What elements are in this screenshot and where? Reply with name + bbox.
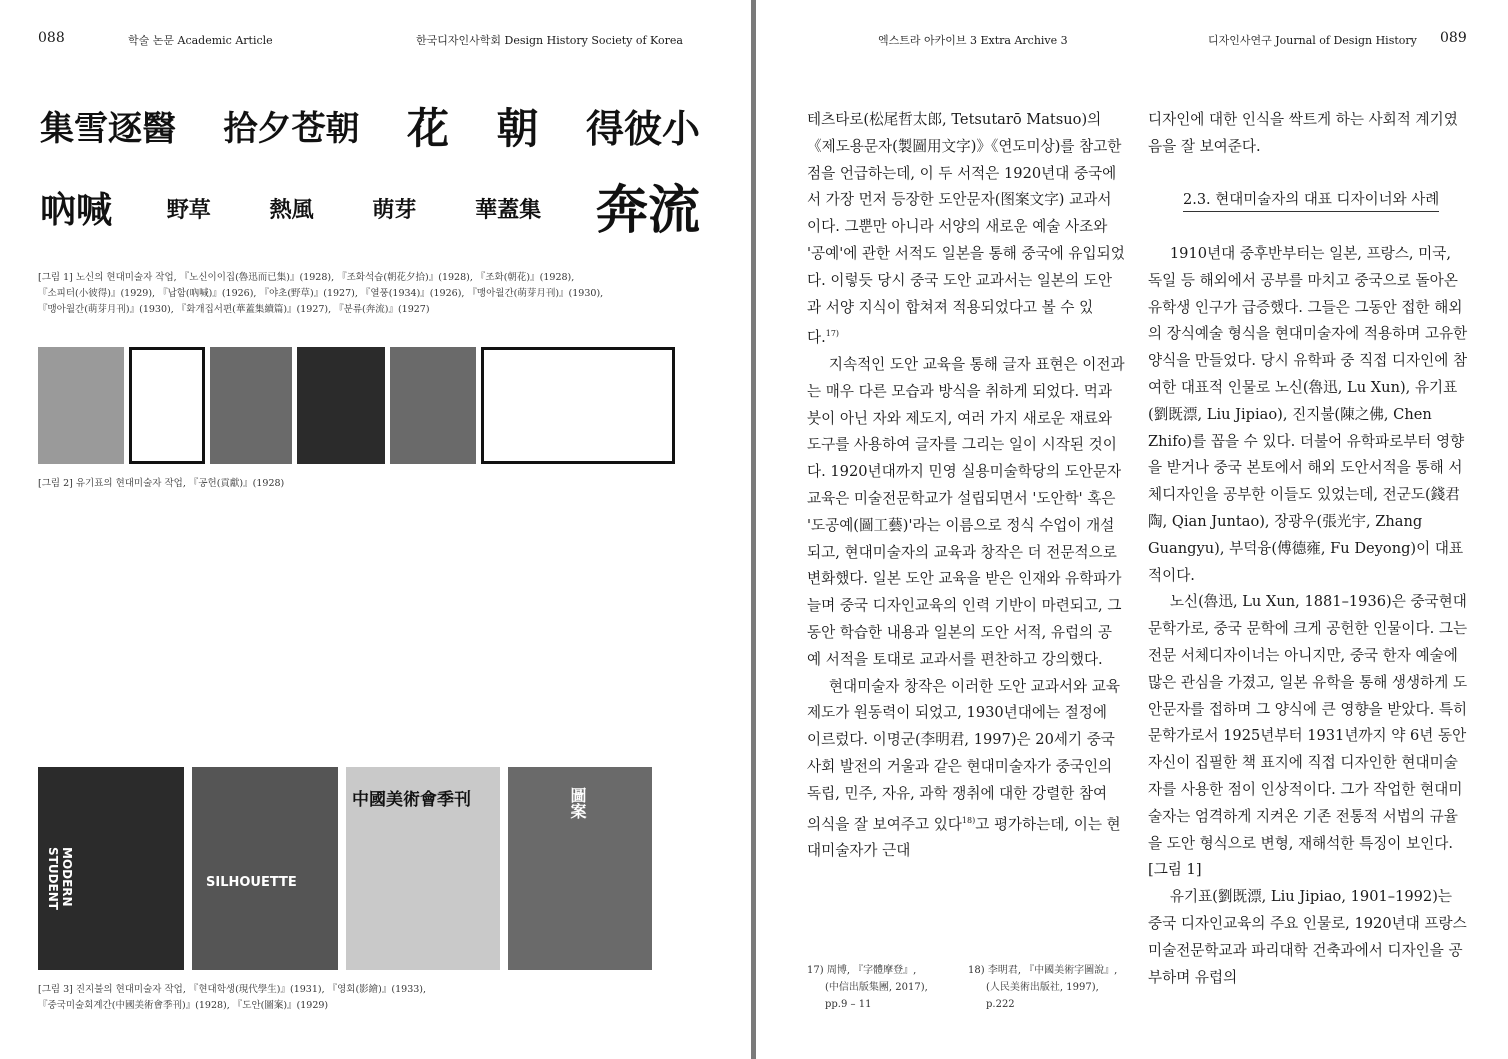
section-heading: 2.3. 현대미술자의 대표 디자이너와 사례 — [1183, 188, 1439, 212]
footnote-ref: 17) — [825, 329, 840, 339]
caption-line: [그림 3] 진지불의 현대미술자 작업, 『현대학생(現代學生)』(1931), 『영회(影繪)』(1933), — [38, 984, 427, 995]
left-category: 학술 논문 Academic Article — [128, 34, 273, 47]
figure-2-cover-photo — [210, 347, 292, 464]
footnote-line: pp.9 – 11 — [825, 999, 872, 1010]
figure-1-glyph: 拾夕苍朝 — [223, 109, 360, 149]
body-column-2-top — [1148, 107, 1468, 161]
figure-1-row-1 — [40, 104, 700, 153]
figure-1-glyph: 萌芽 — [372, 198, 417, 223]
paragraph: 테츠타로(松尾哲太郎, Tetsutarō Matsuo)의 《제도용문자(製圖用文字)》《연도미상)를 참고한 점을 언급하는데, 이 두 서적은 1920년대 중국에서 가장 먼저 등장한 도안문자(图案文字) 교과서이다. 그뿐만 아니라 서양의 새로운 예술 사조와 '공예'에 관한 서적도 일본을 통해 중국에 유입되었다. 이렇듯 당시 중국 도안 교과서는 일본의 도안과 서양 지식이 합쳐져 적용되었다고 볼 수 있다. — [807, 111, 1125, 347]
cover-text: 圖案 — [568, 787, 587, 819]
figure-1-glyph: 奔流 — [595, 181, 700, 241]
cover-text: MODERN STUDENT — [46, 847, 74, 910]
right-journal: 디자인사연구 Journal of Design History — [1208, 34, 1417, 47]
figure-1-glyph: 集雪逐醫 — [40, 109, 176, 149]
paragraph: 1910년대 중후반부터는 일본, 프랑스, 미국, 독일 등 해외에서 공부를 마치고 중국으로 돌아온 유학생 인구가 급증했다. 그들은 그동안 접한 해외의 장식예술 형식을 현대미술자에 적용하며 고유한 양식을 만들었다. 당시 유학파 중 직접 디자인에 참여한 대표적 인물로 노신(魯迅, Lu Xun), 유기표(劉既漂, Liu Jipiao), 진지불(陳之佛, Chen Zhifo)를 꼽을 수 있다. 더불어 유학파로부터 영향을 받거나 중국 본토에서 해외 도안서적을 통해 서체디자인을 공부한 이들도 있었는데, 전군도(錢君陶, Qian Juntao), 장광우(張光宇, Zhang Guangyu), 부덕융(傅德雍, Fu Deyong)이 대표적이다. — [1148, 245, 1468, 584]
cover-text: 中國美術會季刊 — [352, 790, 471, 810]
paragraph: 현대미술자 창작은 이러한 도안 교과서와 교육 제도가 원동력이 되었고, 1930년대에는 절정에 이르렀다. 이명군(李明君, 1997)은 20세기 중국 사회 발전의 거울과 같은 현대미술자가 중국인의 독립, 민주, 자유, 과학 쟁취에 대한 강렬한 참여 의식을 잘 보여주고 있다 — [807, 677, 1120, 833]
footnote-ref: 18) — [961, 815, 976, 825]
left-journal-society: 한국디자인사학회 Design History Society of Korea — [416, 34, 683, 47]
caption-line: [그림 1] 노신의 현대미술자 작업, 『노신이이집(魯迅而已集)』(1928), 『조화석습(朝花夕拾)』(1928), 『조화(朝花)』(1928), — [38, 272, 575, 283]
caption-line: 『중국미술회계간(中國美術會季刊)』(1928), 『도안(圖案)』(1929) — [38, 1000, 329, 1011]
footnote-number: 18) — [968, 965, 985, 976]
footnote-17 — [807, 962, 957, 1013]
figure-1-glyph: 得彼小 — [585, 107, 700, 151]
right-folio: 089 — [1440, 30, 1467, 46]
left-page — [0, 0, 751, 1059]
footnote-line: 李明君, 『中國美術字圖說』, — [987, 965, 1118, 976]
footnote-line: 周博, 『字體摩登』, — [826, 965, 917, 976]
figure-2-images — [38, 347, 675, 464]
figure-1-glyph: 華蓋集 — [475, 198, 542, 223]
paragraph: 유기표(劉既漂, Liu Jipiao, 1901–1992)는 중국 디자인교육의 주요 인물로, 1920년대 프랑스 미술전문학교과 파리대학 건축과에서 디자인을 공부하며 유럽의 — [1148, 888, 1467, 986]
figure-2-title-design — [481, 347, 675, 464]
figure-2-title-design — [129, 347, 205, 464]
figure-1-glyph: 朝 — [496, 104, 539, 153]
figure-2-title-design — [297, 347, 385, 464]
left-folio: 088 — [38, 30, 65, 46]
right-page — [756, 0, 1508, 1059]
figure-2-cover-photo — [38, 347, 124, 464]
figure-1-glyph: 吶喊 — [40, 190, 113, 231]
footnote-line: p.222 — [986, 999, 1015, 1010]
figure-1-caption — [38, 270, 718, 318]
figure-3-caption — [38, 982, 426, 1014]
caption-line: 『맹아월간(萌芽月刊)』(1930), 『화개집서편(華蓋集續篇)』(1927), 『분류(奔流)』(1927) — [38, 304, 430, 315]
footnote-number: 17) — [807, 965, 824, 976]
figure-3-images — [38, 767, 652, 970]
footnote-line: (中信出版集團, 2017), — [825, 982, 928, 993]
body-column-1 — [807, 107, 1125, 865]
figure-2-caption: [그림 2] 유기표의 현대미술자 작업, 『공헌(貢獻)』(1928) — [38, 478, 285, 489]
cover-text: SILHOUETTE — [206, 875, 297, 890]
caption-line: 『소피터(小彼得)』(1929), 『납함(吶喊)』(1926), 『야초(野草)』(1927), 『열풍(1934)』(1926), 『맹아월간(萌芽月刊)』(1930), — [38, 288, 604, 299]
figure-1-row-2 — [40, 181, 700, 241]
footnote-18 — [968, 962, 1118, 1013]
paragraph-tail: 고 평가하는데, 이는 현대미술자가 근대 — [807, 815, 1121, 860]
figure-3-cover — [192, 767, 338, 970]
figure-1-glyph: 花 — [406, 104, 449, 153]
figure-1-glyph: 熱風 — [269, 198, 314, 223]
paragraph: 디자인에 대한 인식을 싹트게 하는 사회적 계기였음을 잘 보여준다. — [1148, 111, 1458, 155]
body-column-2 — [1148, 241, 1468, 991]
paragraph: 지속적인 도안 교육을 통해 글자 표현은 이전과는 매우 다른 모습과 방식을 취하게 되었다. 먹과 붓이 아닌 자와 제도지, 여러 가지 새로운 재료와 도구를 사용하여 글자를 그리는 일이 시작된 것이다. 1920년대까지 민영 실용미술학당의 도안문자 교육은 미술전문학교가 설립되면서 '도안학' 혹은 '도공예(圖工藝)'라는 이름으로 정식 수업이 개설되고, 현대미술자의 교육과 창작은 더 전문적으로 변화했다. 일본 도안 교육을 받은 인재와 유학파가 늘며 중국 디자인교육의 인력 기반이 마련되고, 그동안 학습한 내용과 일본의 도안 서적, 유럽의 공예 서적을 토대로 교과서를 편찬하고 강의했다. — [807, 356, 1125, 668]
figure-2-cover-photo — [390, 347, 476, 464]
figure-3-cover — [38, 767, 184, 970]
right-archive: 엑스트라 아카이브 3 Extra Archive 3 — [878, 34, 1068, 47]
figure-3-cover — [508, 767, 652, 970]
footnote-line: (人民美術出版社, 1997), — [986, 982, 1099, 993]
figure-3-cover — [346, 767, 500, 970]
paragraph: 노신(魯迅, Lu Xun, 1881–1936)은 중국현대문학가로, 중국 문학에 크게 공헌한 인물이다. 그는 전문 서체디자이너는 아니지만, 중국 한자 예술에 많은 관심을 가졌고, 일본 유학을 통해 생생하게 도안문자를 접하며 그 양식에 큰 영향을 받았다. 특히 문학가로서 1925년부터 1931년까지 약 6년 동안 자신이 집필한 책 표지에 직접 디자인한 현대미술자를 사용한 점이 인상적이다. 그가 작업한 현대미술자는 엄격하게 지켜온 기존 전통적 서법의 규율을 도안 형식으로 변형, 재해석한 특징이 보인다. [그림 1] — [1148, 593, 1468, 879]
figure-1-glyph: 野草 — [166, 198, 211, 223]
